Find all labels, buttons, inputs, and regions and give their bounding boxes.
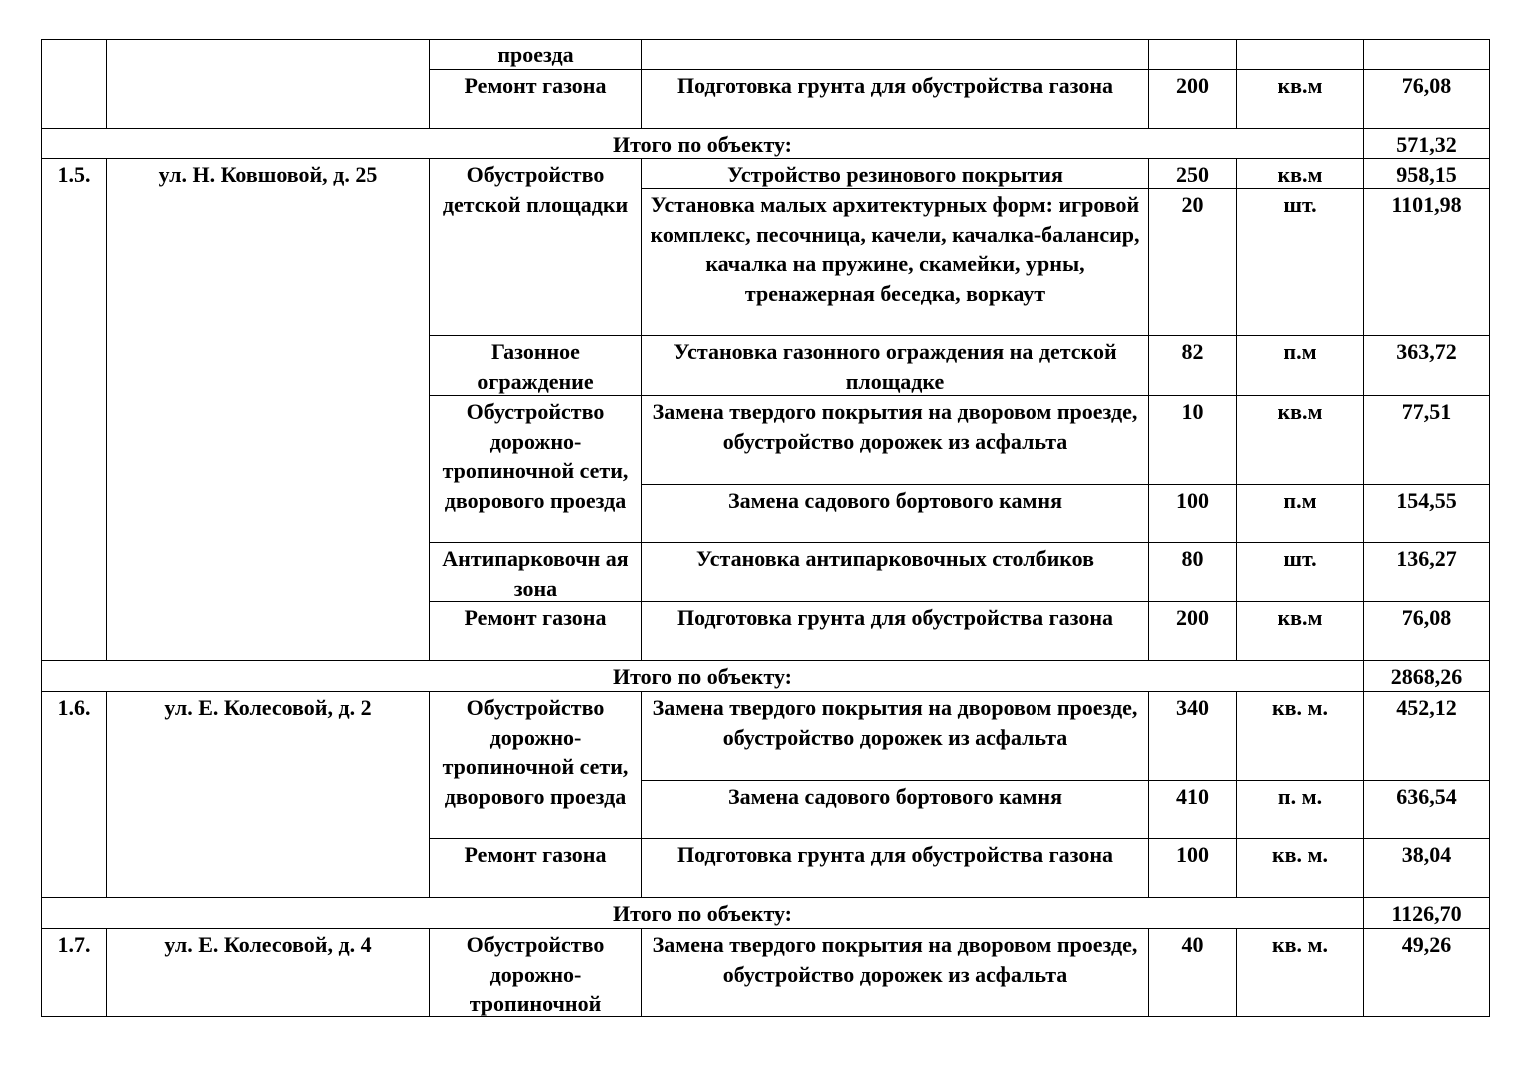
cost-cell: 636,54 (1363, 780, 1490, 839)
work-type-cell: Газонное ограждение (429, 335, 642, 396)
quantity-cell: 100 (1148, 484, 1237, 543)
quantity-cell: 100 (1148, 838, 1237, 898)
unit-cell: кв. м. (1236, 691, 1364, 781)
cost-cell: 452,12 (1363, 691, 1490, 781)
quantity-cell: 40 (1148, 928, 1237, 1017)
cost-cell: 76,08 (1363, 69, 1490, 129)
object-total-label: Итого по объекту: (41, 897, 1364, 929)
description-cell: Установка малых архитектурных форм: игровой комплекс, песочница, качели, качалка-балансир, качалка на пружине, скамейки, урны, тренажерная беседка, воркаут (641, 188, 1149, 336)
object-number: 1.6. (41, 691, 107, 898)
quantity-cell: 10 (1148, 395, 1237, 485)
description-cell: Устройство резинового покрытия (641, 158, 1149, 189)
unit-cell: кв. м. (1236, 928, 1364, 1017)
quantity-cell: 200 (1148, 601, 1237, 661)
description-cell: Установка газонного ограждения на детской площадке (641, 335, 1149, 396)
description-cell: Замена твердого покрытия на дворовом проезде, обустройство дорожек из асфальта (641, 395, 1149, 485)
object-number: 1.7. (41, 928, 107, 1017)
cost-cell: 958,15 (1363, 158, 1490, 189)
work-type-cell: проезда (429, 39, 642, 70)
cost-cell: 136,27 (1363, 542, 1490, 602)
object-total-label: Итого по объекту: (41, 128, 1364, 159)
unit-cell: п.м (1236, 335, 1364, 396)
quantity-cell (1148, 39, 1237, 70)
work-type-cell: Ремонт газона (429, 601, 642, 661)
description-cell: Замена садового бортового камня (641, 484, 1149, 543)
object-address: ул. Е. Колесовой, д. 4 (106, 928, 430, 1017)
quantity-cell: 250 (1148, 158, 1237, 189)
address-cell (106, 39, 430, 129)
cost-cell (1363, 39, 1490, 70)
unit-cell: кв. м. (1236, 838, 1364, 898)
cost-cell: 363,72 (1363, 335, 1490, 396)
cost-cell: 77,51 (1363, 395, 1490, 485)
unit-cell: п.м (1236, 484, 1364, 543)
object-total-value: 571,32 (1363, 128, 1490, 159)
description-cell: Замена твердого покрытия на дворовом проезде, обустройство дорожек из асфальта (641, 928, 1149, 1017)
object-number: 1.5. (41, 158, 107, 661)
object-total-value: 1126,70 (1363, 897, 1490, 929)
cost-cell: 154,55 (1363, 484, 1490, 543)
description-cell: Замена твердого покрытия на дворовом проезде, обустройство дорожек из асфальта (641, 691, 1149, 781)
unit-cell (1236, 39, 1364, 70)
object-total-label: Итого по объекту: (41, 660, 1364, 692)
quantity-cell: 200 (1148, 69, 1237, 129)
quantity-cell: 410 (1148, 780, 1237, 839)
quantity-cell: 340 (1148, 691, 1237, 781)
work-type-cell: Обустройство дорожно- тропиночной сети, дворового проезда (429, 395, 642, 543)
work-type-cell: Ремонт газона (429, 838, 642, 898)
description-cell: Подготовка грунта для обустройства газона (641, 601, 1149, 661)
description-cell: Подготовка грунта для обустройства газона (641, 69, 1149, 129)
cost-cell: 49,26 (1363, 928, 1490, 1017)
unit-cell: кв.м (1236, 395, 1364, 485)
unit-cell: п. м. (1236, 780, 1364, 839)
work-type-cell: Обустройство дорожно- тропиночной сети, дворового проезда (429, 691, 642, 839)
description-cell: Установка антипарковочных столбиков (641, 542, 1149, 602)
cost-cell: 76,08 (1363, 601, 1490, 661)
description-cell: Замена садового бортового камня (641, 780, 1149, 839)
work-type-cell: Обустройство детской площадки (429, 158, 642, 336)
work-type-cell: Ремонт газона (429, 69, 642, 129)
object-address: ул. Е. Колесовой, д. 2 (106, 691, 430, 898)
quantity-cell: 20 (1148, 188, 1237, 336)
cost-cell: 1101,98 (1363, 188, 1490, 336)
unit-cell: кв.м (1236, 158, 1364, 189)
unit-cell: шт. (1236, 188, 1364, 336)
num-cell (41, 39, 107, 129)
cost-cell: 38,04 (1363, 838, 1490, 898)
object-address: ул. Н. Ковшовой, д. 25 (106, 158, 430, 661)
quantity-cell: 80 (1148, 542, 1237, 602)
description-cell (641, 39, 1149, 70)
unit-cell: кв.м (1236, 69, 1364, 129)
work-type-cell: Обустройство дорожно- тропиночной (429, 928, 642, 1017)
unit-cell: кв.м (1236, 601, 1364, 661)
object-total-value: 2868,26 (1363, 660, 1490, 692)
unit-cell: шт. (1236, 542, 1364, 602)
description-cell: Подготовка грунта для обустройства газона (641, 838, 1149, 898)
work-type-cell: Антипарковочн ая зона (429, 542, 642, 602)
quantity-cell: 82 (1148, 335, 1237, 396)
